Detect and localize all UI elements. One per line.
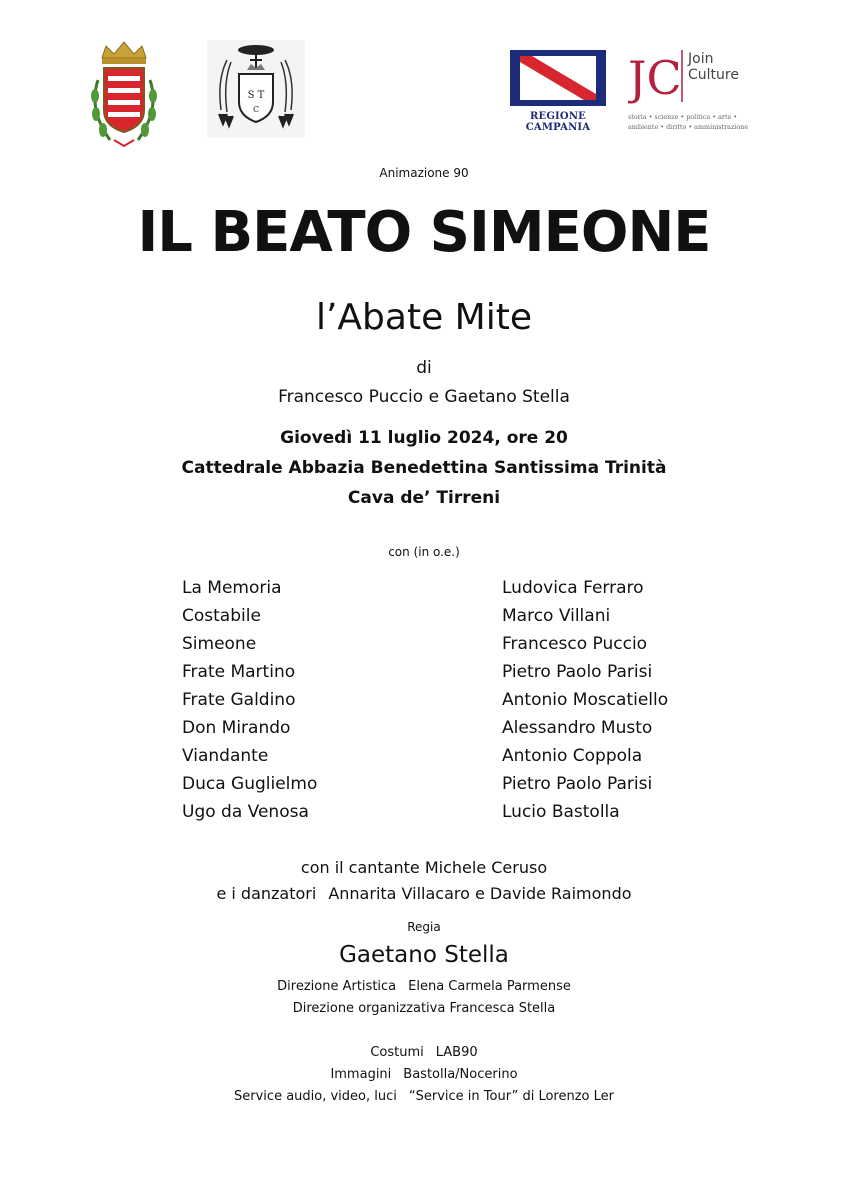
page-title: IL BEATO SIMEONE <box>137 200 711 265</box>
cast-role: Simeone <box>182 634 257 654</box>
tagline-line-1: storia • scienze • politica • arte • <box>628 113 738 121</box>
join-culture-tagline <box>628 112 764 132</box>
abbey-coat-of-arms-icon <box>207 40 305 138</box>
event-date: Giovedì 11 luglio 2024, ore 20 <box>280 428 568 448</box>
cast-role: Frate Galdino <box>182 690 296 710</box>
cast-actor: Pietro Paolo Parisi <box>502 662 653 682</box>
cast-role: Duca Guglielmo <box>182 774 318 794</box>
join-word: Join <box>688 51 714 67</box>
by-label: di <box>416 358 432 378</box>
cast-row <box>0 690 848 718</box>
cast-row <box>0 802 848 830</box>
cast-row <box>0 606 848 634</box>
regia-label: Regia <box>407 920 441 934</box>
series-label: Animazione 90 <box>379 166 469 180</box>
svg-text:C: C <box>252 105 260 114</box>
images-label: Immagini <box>330 1067 392 1082</box>
cast-actor: Pietro Paolo Parisi <box>502 774 653 794</box>
art-dir-label: Direzione Artistica <box>277 979 397 994</box>
cast-actor: Antonio Moscatiello <box>502 690 669 710</box>
cast-role: Viandante <box>182 746 269 766</box>
service-credit <box>0 1089 848 1104</box>
images-credit <box>0 1067 848 1082</box>
costumes-label: Costumi <box>370 1045 424 1060</box>
cast-row <box>0 634 848 662</box>
dancers-names: Annarita Villacaro e Davide Raimondo <box>328 884 632 903</box>
cast-role: Costabile <box>182 606 261 626</box>
art-dir-name: Elena Carmela Parmense <box>408 979 571 994</box>
region-caption: REGIONE CAMPANIA <box>525 111 591 133</box>
tagline-line-2: ambiente • diritto • amministrazione <box>628 123 749 131</box>
service-value: “Service in Tour” di Lorenzo Ler <box>408 1089 614 1104</box>
artistic-direction <box>0 979 848 994</box>
city-coat-of-arms-icon <box>86 40 162 152</box>
dancers-line <box>0 884 848 903</box>
event-venue: Cattedrale Abbazia Benedettina Santissima Trinità <box>181 458 667 478</box>
costumes-value: LAB90 <box>435 1045 478 1060</box>
regione-campania-logo <box>500 48 616 134</box>
cast-role: Frate Martino <box>182 662 296 682</box>
director-name: Gaetano Stella <box>339 942 509 968</box>
join-culture-logo <box>628 46 764 138</box>
cast-row <box>0 746 848 774</box>
cast-row <box>0 774 848 802</box>
culture-word: Culture <box>688 67 739 83</box>
service-label: Service audio, video, luci <box>234 1089 397 1104</box>
images-value: Bastolla/Nocerino <box>403 1067 518 1082</box>
event-city: Cava de’ Tirreni <box>347 488 501 508</box>
cast-role: Ugo da Venosa <box>182 802 309 822</box>
cast-actor: Marco Villani <box>502 606 611 626</box>
cast-row <box>0 662 848 690</box>
cast-row <box>0 718 848 746</box>
cast-row <box>0 578 848 606</box>
cast-actor: Lucio Bastolla <box>502 802 620 822</box>
cast-actor: Antonio Coppola <box>502 746 643 766</box>
cast-role: Don Mirando <box>182 718 291 738</box>
cast-actor: Alessandro Musto <box>502 718 653 738</box>
cast-role: La Memoria <box>182 578 282 598</box>
join-culture-monogram: JC <box>628 51 682 105</box>
svg-text:S T: S T <box>247 90 265 101</box>
cast-label: con (in o.e.) <box>388 545 460 559</box>
dancers-label: e i danzatori <box>216 884 317 903</box>
subtitle: l’Abate Mite <box>315 297 533 338</box>
costumes-credit <box>0 1045 848 1060</box>
singer-line: con il cantante Michele Ceruso <box>300 858 548 877</box>
cast-actor: Ludovica Ferraro <box>502 578 644 598</box>
authors: Francesco Puccio e Gaetano Stella <box>278 387 570 407</box>
cast-actor: Francesco Puccio <box>502 634 648 654</box>
organizational-direction: Direzione organizzativa Francesca Stella <box>292 1001 556 1016</box>
